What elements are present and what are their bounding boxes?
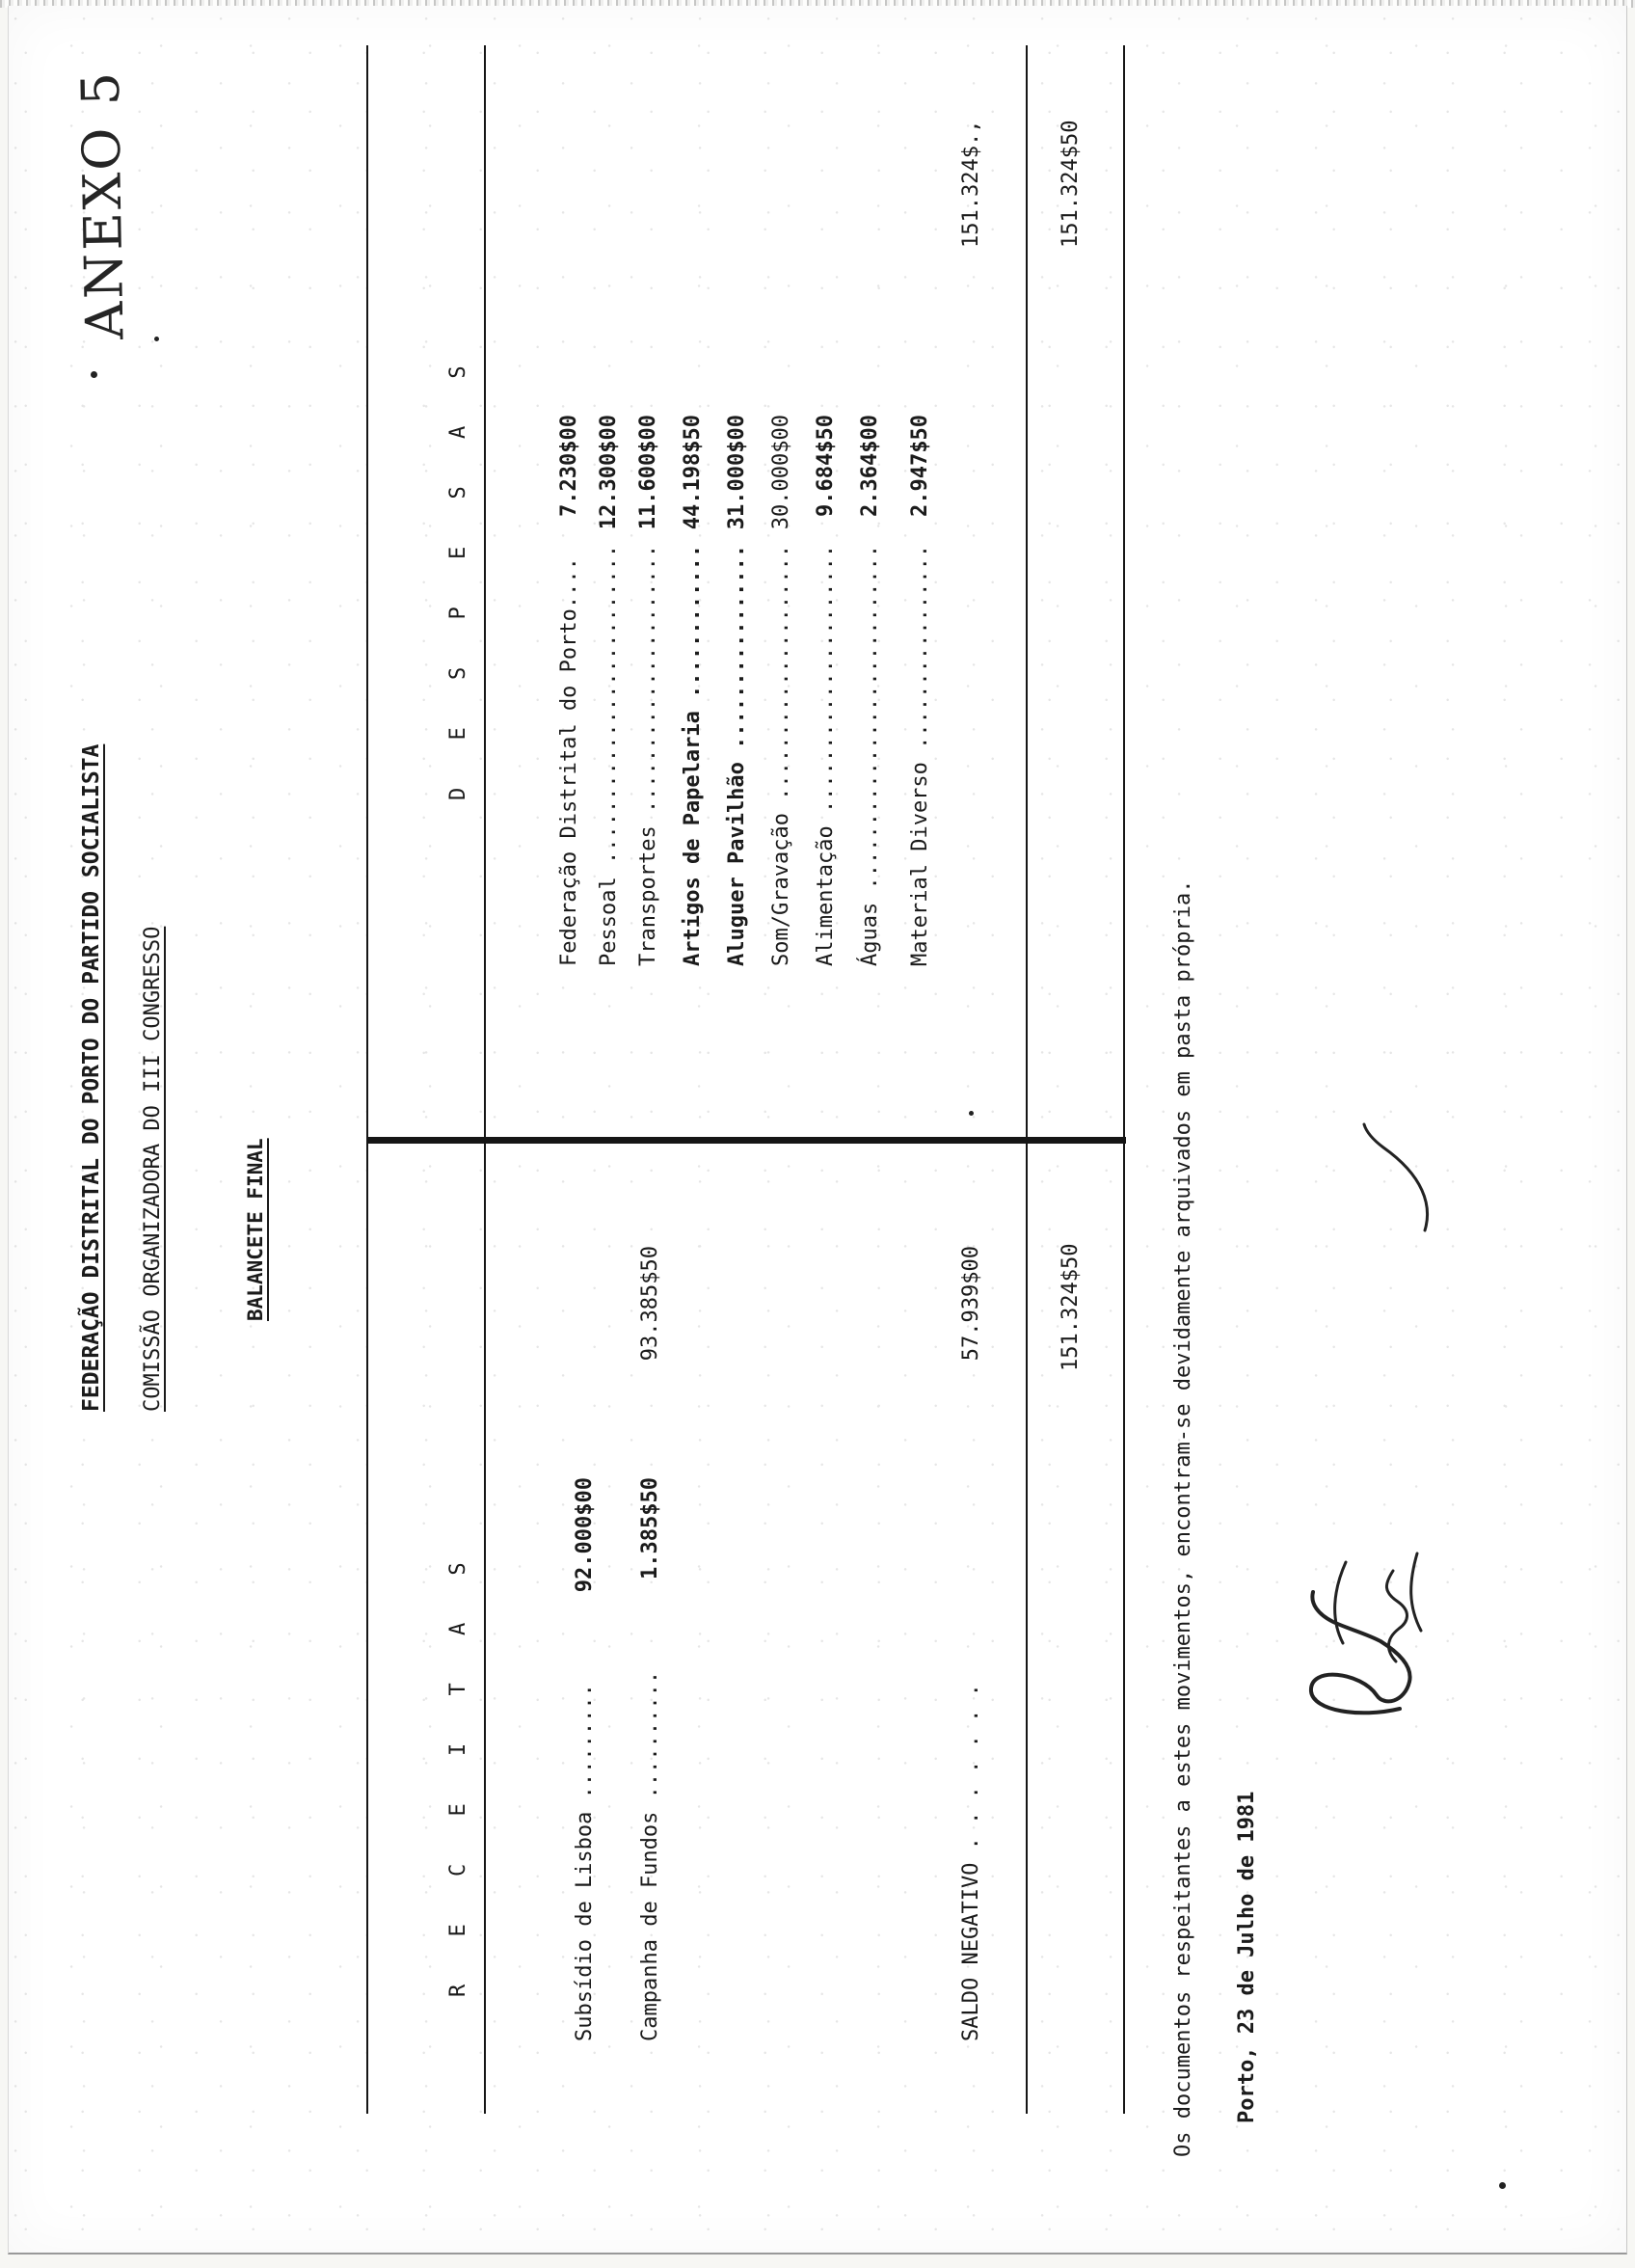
expense-amount-pavilion: 31.000$00 bbox=[725, 415, 749, 530]
expense-amount-water: 2.364$00 bbox=[858, 415, 882, 517]
receipt-amount-fundraising: 1.385$50 bbox=[638, 1477, 662, 1580]
document-title: BALANCETE FINAL bbox=[244, 1138, 267, 1321]
expense-label-food: Alimentação ..................... bbox=[814, 544, 838, 966]
expenses-total: 151.324$50 bbox=[1059, 120, 1083, 248]
expense-amount-sound: 30.000$00 bbox=[769, 415, 793, 530]
table-top-line bbox=[366, 45, 368, 2114]
handwritten-signature bbox=[1292, 1545, 1436, 1728]
negative-balance-amount: 57.939$00 bbox=[959, 1246, 983, 1362]
federation-header: FEDERAÇÃO DISTRITAL DO PORTO DO PARTIDO SOCIALISTA bbox=[79, 743, 104, 1412]
pen-stroke-mark bbox=[1359, 1120, 1456, 1236]
receipts-expenses-divider bbox=[366, 1137, 1126, 1144]
expense-amount-food: 9.684$50 bbox=[814, 415, 838, 517]
ink-speck-left bbox=[1499, 2182, 1506, 2189]
receipt-amount-lisbon-subsidy: 92.000$00 bbox=[573, 1477, 597, 1593]
annex-handwritten-note: ANEXO 5 bbox=[69, 68, 136, 340]
receipts-total: 151.324$50 bbox=[1059, 1243, 1083, 1371]
commission-header: COMISSÃO ORGANIZADORA DO III CONGRESSO bbox=[141, 926, 165, 1412]
ink-speck-header-1 bbox=[91, 371, 97, 378]
table-header-divider bbox=[484, 45, 486, 2114]
expenses-subtotal: 151.324$., bbox=[959, 120, 983, 248]
expense-label-stationery: Artigos de Papelaria ............ bbox=[681, 544, 705, 966]
receipts-subtotal: 93.385$50 bbox=[638, 1246, 662, 1362]
receipts-heading: R E C E I T A S bbox=[446, 1545, 470, 1997]
expense-label-sound: Som/Gravação .................... bbox=[769, 544, 793, 966]
expense-label-transport: Transportes ..................... bbox=[636, 544, 660, 966]
expense-amount-miscellaneous: 2.947$50 bbox=[908, 415, 932, 517]
negative-balance-label: SALDO NEGATIVO . . . . . . . bbox=[959, 1684, 983, 2041]
receipt-label-fundraising: Campanha de Fundos .......... bbox=[638, 1670, 662, 2041]
archive-note: Os documentos respeitantes a estes movimentos, encontram-se devidamente arquivados em pasta própria. bbox=[1171, 879, 1195, 2157]
expense-amount-transport: 11.600$00 bbox=[636, 415, 660, 530]
ink-speck-middle bbox=[969, 1111, 974, 1116]
table-bottom-line bbox=[1123, 45, 1125, 2114]
expenses-heading: D E S P E S A S bbox=[446, 348, 470, 800]
table-total-divider bbox=[1026, 45, 1028, 2114]
place-date: Porto, 23 de Julho de 1981 bbox=[1235, 1791, 1259, 2123]
expense-amount-stationery: 44.198$50 bbox=[681, 415, 705, 530]
ink-speck-header-2 bbox=[154, 337, 159, 341]
expense-amount-personnel: 12.300$00 bbox=[597, 415, 621, 530]
receipt-label-lisbon-subsidy: Subsídio de Lisboa ......... bbox=[573, 1684, 597, 2041]
expense-amount-federation: 7.230$00 bbox=[557, 415, 581, 517]
expense-label-personnel: Pessoal ......................... bbox=[597, 544, 621, 966]
expense-label-pavilion: Aluguer Pavilhão ................ bbox=[725, 544, 749, 966]
expense-label-federation: Federação Distrital do Porto.... bbox=[557, 557, 581, 966]
expense-label-miscellaneous: Material Diverso ................ bbox=[908, 544, 932, 966]
expense-label-water: Águas ........................... bbox=[858, 544, 882, 966]
